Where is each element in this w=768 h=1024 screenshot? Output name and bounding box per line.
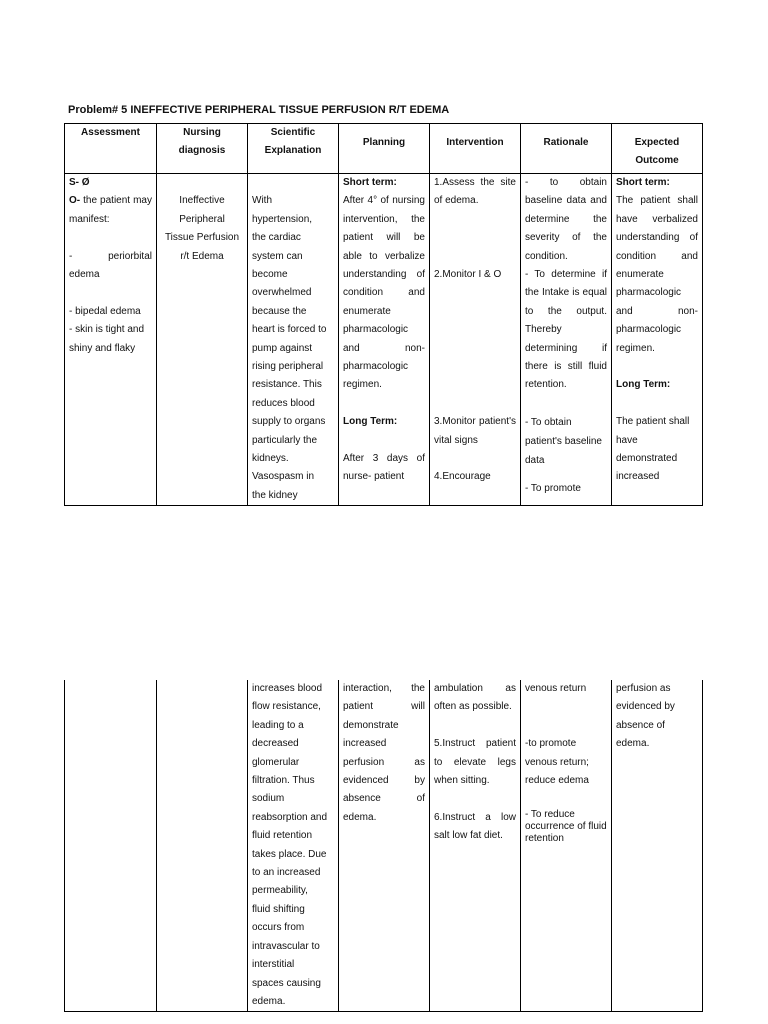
- diagnosis-line: Peripheral: [179, 213, 225, 225]
- nursing-diagnosis-cell: [157, 174, 248, 506]
- rationale-1: - to obtain baseline data and determine the severity of the condition.: [525, 177, 607, 262]
- planning-cell: [339, 174, 430, 506]
- intervention-cell-continued: [430, 680, 521, 1012]
- header-scientific-explanation: Scientific Explanation: [248, 124, 339, 174]
- rationale-4-continued: venous return: [525, 683, 587, 694]
- objective-text: the patient may manifest:: [69, 195, 152, 225]
- intervention-1: 1.Assess the site of edema.: [434, 177, 516, 207]
- scientific-explanation-cell: With hypertension, the cardiac system can become overwhelmed because the heart is forced to pump against rising peripheral resistance. This reduces blood supply to organs particularly the kidneys. Vasospasm in the kidney: [248, 174, 339, 506]
- intervention-3: 3.Monitor patient's vital signs: [434, 416, 516, 446]
- rationale-2: - To determine if the Intake is equal to the output. Thereby determining if there is still fluid retention.: [525, 269, 607, 391]
- header-intervention: Intervention: [430, 124, 521, 174]
- intervention-5: 5.Instruct patient to elevate legs when sitting.: [434, 738, 516, 787]
- short-term-goal: After 4° of nursing intervention, the patient will be able to verbalize understanding of condition and enumerate pharmacologic and non-pharmacologic regimen.: [343, 195, 425, 391]
- rationale-3: - To obtain patient's baseline data: [525, 417, 602, 467]
- outcome-short-term: The patient shall have verbalized understanding of condition and enumerate pharmacologic and non-pharmacologic regimen.: [616, 195, 698, 354]
- header-rationale: Rationale: [521, 124, 612, 174]
- care-plan-table-page-2: [64, 680, 703, 1012]
- header-row: [65, 124, 703, 174]
- diagnosis-line: r/t Edema: [180, 250, 224, 262]
- content-row: [65, 174, 703, 506]
- rationale-cell: [521, 174, 612, 506]
- assessment-item: - skin is tight and shiny and flaky: [69, 324, 145, 354]
- scientific-explanation-cell-continued: increases blood flow resistance, leading to a decreased glomerular filtration. Thus sodium reabsorption and fluid retention takes place. Due to an increased permeability, fluid shifting occurs from intravascular to interstitial spaces causing edema.: [248, 680, 339, 1012]
- expected-outcome-cell-continued: perfusion as evidenced by absence of edema.: [612, 680, 703, 1012]
- assessment-item: - bipedal edema: [69, 305, 141, 317]
- header-planning: Planning: [339, 124, 430, 174]
- subjective-label: S- Ø: [69, 177, 90, 188]
- short-term-label: Short term:: [343, 177, 397, 188]
- rationale-4: - To promote: [525, 483, 581, 495]
- intervention-cell: [430, 174, 521, 506]
- problem-title: Problem# 5 INEFFECTIVE PERIPHERAL TISSUE PERFUSION R/T EDEMA: [68, 104, 450, 116]
- nursing-diagnosis-cell-continued: [157, 680, 248, 1012]
- content-row-continued: [65, 680, 703, 1012]
- assessment-cell: [65, 174, 157, 506]
- intervention-4-continued: ambulation as often as possible.: [434, 683, 516, 713]
- diagnosis-line: Tissue Perfusion: [164, 232, 240, 244]
- objective-label: O-: [69, 195, 81, 207]
- header-assessment: Assessment: [65, 124, 157, 174]
- header-expected-outcome: Expected Outcome: [612, 124, 703, 174]
- rationale-5: -to promote venous return; reduce edema: [525, 738, 589, 786]
- header-nursing-diagnosis: Nursing diagnosis: [157, 124, 248, 174]
- long-term-label: Long Term:: [343, 416, 398, 428]
- rationale-6: - To reduce occurrence of fluid retention: [525, 808, 607, 844]
- assessment-item: - periorbital edema: [69, 250, 152, 281]
- intervention-4: 4.Encourage: [434, 471, 491, 483]
- intervention-2: 2.Monitor I & O: [434, 268, 502, 280]
- expected-outcome-cell: [612, 174, 703, 506]
- care-plan-table-page-1: [64, 123, 703, 506]
- outcome-short-term-label: Short term:: [616, 177, 670, 188]
- assessment-cell-continued: [65, 680, 157, 1012]
- outcome-long-term-label: Long Term:: [616, 379, 671, 391]
- diagnosis-line: Ineffective: [179, 195, 225, 207]
- intervention-6: 6.Instruct a low salt low fat diet.: [434, 811, 516, 842]
- planning-cell-continued: [339, 680, 430, 1012]
- outcome-long-term: The patient shall have demonstrated increased: [616, 416, 690, 483]
- rationale-cell-continued: [521, 680, 612, 1012]
- long-term-goal-continued: interaction, the patient will demonstrate increased perfusion as evidenced by absence of edema.: [343, 683, 425, 823]
- long-term-goal: After 3 days of nurse- patient: [343, 453, 425, 483]
